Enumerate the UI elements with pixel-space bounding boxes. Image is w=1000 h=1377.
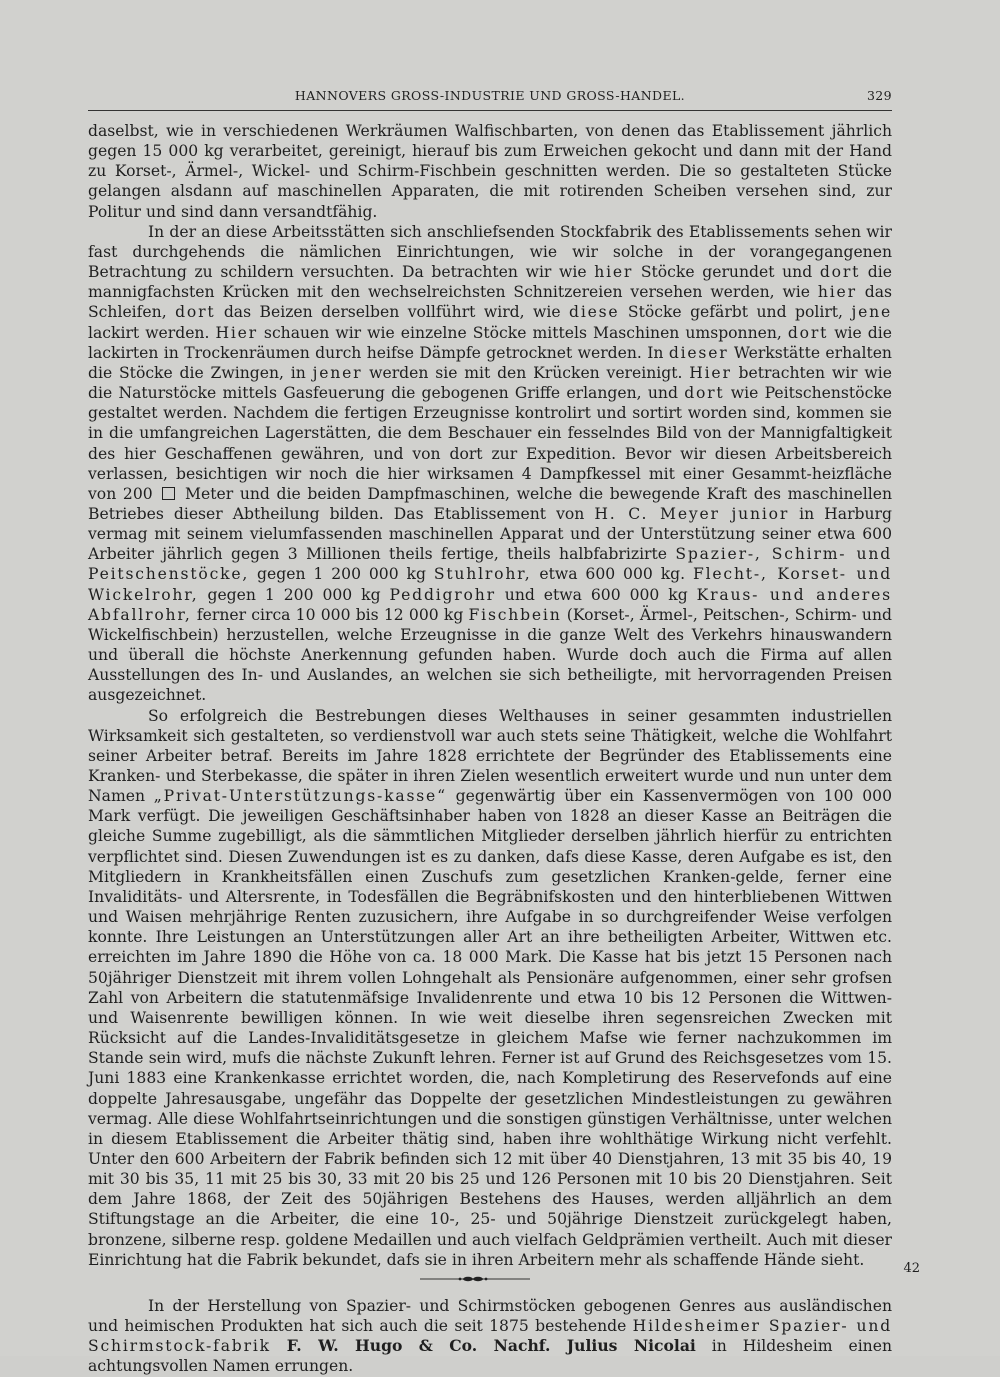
body-text — [88, 121, 892, 1377]
page-number: 329 — [866, 88, 892, 103]
company-name: F. W. Hugo & Co. Nachf. Julius Nicolai — [286, 1336, 696, 1356]
square-meter-symbol — [162, 487, 175, 500]
signature-mark: 42 — [903, 1261, 920, 1276]
paragraph-1: daselbst, wie in verschiedenen Werkräumen Walfischbarten, von denen das Etablissement jährlich gegen 15 000 kg verarbeitet, gereinigt, hierauf bis zum Erweichen gekocht und dann mit der Hand zu Korset-, Ärmel-, Wickel- und Schirm-Fischbein geschnitten werden. Die so gestalteten Stücke gelangen alsdann auf maschinellen Apparaten, die mit rotirenden Scheiben versehen sind, zur Politur und sind dann versandtfähig. — [88, 122, 892, 221]
header-rule — [88, 110, 892, 111]
paragraph-4: In der Herstellung von Spazier- und Schirmstöcken gebogenen Genres aus ausländischen und heimischen Produkten hat sich auch die seit 1875 bestehende Hildesheimer Spazier- und Schirmstock-fabrik F. W. Hugo & Co. Nachf. Julius Nicolai in Hildesheim einen achtungsvollen Namen errungen. — [88, 1296, 892, 1376]
paragraph-gap — [88, 1270, 892, 1296]
running-title: HANNOVERS GROSS-INDUSTRIE UND GROSS-HANDEL. — [294, 88, 686, 103]
ornament-rule-icon — [420, 1276, 530, 1282]
paragraph-2: In der an diese Arbeitsstätten sich anschliefsenden Stockfabrik des Etablissements sehen wir fast durchgehends die nämlichen Einrichtungen, wie wir solche in der vorangegangenen Betrachtung zu schildern versuchten. Da betrachten wir wie hier Stöcke gerundet und dort die mannigfachsten Krücken mit den wechselreichsten Schnitzereien versehen werden, wie hier das Schleifen, dort das Beizen derselben vollführt wird, wie diese Stöcke gefärbt und polirt, jene lackirt werden. Hier schauen wir wie einzelne Stöcke mittels Maschinen umsponnen, dort wie die lackirten in Trockenräumen durch heifse Dämpfe getrocknet werden. In dieser Werkstätte erhalten die Stöcke die Zwingen, in jener werden sie mit den Krücken vereinigt. Hier betrachten wir wie die Naturstöcke mittels Gasfeuerung die gebogenen Griffe erlangen, und dort wie Peitschenstöcke gestaltet werden. Nachdem die fertigen Erzeugnisse kontrolirt und sortirt worden sind, kommen sie in die umfangreichen Lagerstätten, die dem Beschauer ein fesselndes Bild von der Mannigfaltigkeit des hier Geschaffenen gewähren, und von dort zur Expedition. Bevor wir diesen Arbeitsbereich verlassen, besichtigen wir noch die hier wirksamen 4 Dampfkessel mit einer Gesammt-heizfläche von 200 Meter und die beiden Dampfmaschinen, welche die bewegende Kraft des maschinellen Betriebes dieser Abtheilung bilden. Das Etablissement von H. C. Meyer junior in Harburg vermag mit seinem vielumfassenden maschinellen Apparat und der Unterstützung seiner etwa 600 Arbeiter jährlich gegen 3 Millionen theils fertige, theils halbfabrizirte Spazier-, Schirm- und Peitschenstöcke, gegen 1 200 000 kg Stuhlrohr, etwa 600 000 kg. Flecht-, Korset- und Wickelrohr, gegen 1 200 000 kg Peddigrohr und etwa 600 000 kg Kraus- und anderes Abfallrohr, ferner circa 10 000 bis 12 000 kg Fischbein (Korset-, Ärmel-, Peitschen-, Schirm- und Wickelfischbein) herzustellen, welche Erzeugnisse in die ganze Welt des Verkehrs hinauswandern und überall die höchste Anerkennung gefunden haben. Wurde doch auch die Firma auf allen Ausstellungen des In- und Auslandes, an welchen sie sich betheiligte, mit hervorragenden Preisen ausgezeichnet. — [88, 222, 892, 705]
paragraph-3: So erfolgreich die Bestrebungen dieses Welthauses in seiner gesammten industriellen Wirksamkeit sich gestalteten, so verdienstvoll war auch stets seine Thätigkeit, welche die Wohlfahrt seiner Arbeiter betraf. Bereits im Jahre 1828 errichtete der Begründer des Etablissements eine Kranken- und Sterbekasse, die später in ihren Zielen wesentlich erweitert wurde und nun unter dem Namen „Privat-Unterstützungs-kasse“ gegenwärtig über ein Kassenvermögen von 100 000 Mark verfügt. Die jeweiligen Geschäftsinhaber haben von 1828 an dieser Kasse an Beiträgen die gleiche Summe zugebilligt, als die sämmtlichen Mitglieder derselben jährlich hierfür zu entrichten verpflichtet sind. Diesen Zuwendungen ist es zu danken, dafs diese Kasse, deren Aufgabe es ist, den Mitgliedern in Krankheitsfällen einen Zuschufs zum gesetzlichen Kranken-gelde, ferner eine Invaliditäts- und Altersrente, in Todesfällen die Begräbnifskosten und den hinterbliebenen Wittwen und Waisen mehrjährige Renten zuzusichern, ihre Aufgabe in so durchgreifender Weise verfolgen konnte. Ihre Leistungen an Unterstützungen aller Art an ihre betheiligten Arbeiter, Wittwen etc. erreichten im Jahre 1890 die Höhe von ca. 18 000 Mark. Die Kasse hat bis jetzt 15 Personen nach 50jähriger Dienstzeit mit ihrem vollen Lohngehalt als Pensionäre aufgenommen, einer sehr grofsen Zahl von Arbeitern die statutenmäfsige Invalidenrente und etwa 10 bis 12 Personen die Wittwen- und Waisenrente bewilligen können. In wie weit dieselbe ihren segensreichen Zwecken mit Rücksicht auf die Landes-Invaliditätsgesetze in gleichem Mafse wie ferner nachzukommen im Stande sein wird, mufs die nächste Zukunft lehren. Ferner ist auf Grund des Reichsgesetzes vom 15. Juni 1883 eine Krankenkasse errichtet worden, die, nach Kompletirung des Reservefonds auf eine doppelte Jahresausgabe, ungefähr das Doppelte der gesetzlichen Mindestleistungen zu gewähren vermag. Alle diese Wohlfahrtseinrichtungen und die sonstigen günstigen Verhältnisse, unter welchen in diesem Etablissement die Arbeiter thätig sind, haben ihre wohlthätige Wirkung nicht verfehlt. Unter den 600 Arbeitern der Fabrik befinden sich 12 mit über 40 Dienstjahren, 13 mit 35 bis 40, 19 mit 30 bis 35, 11 mit 25 bis 30, 33 mit 20 bis 25 und 126 Personen mit 10 bis 20 Dienstjahren. Seit dem Jahre 1868, der Zeit des 50jährigen Bestehens des Hauses, werden alljährlich an dem Stiftungstage an die Arbeiter, die eine 10-, 25- und 50jährige Dienstzeit zurückgelegt haben, bronzene, silberne resp. goldene Medaillen und auch vielfach Geldprämien vertheilt. Auch mit dieser Einrichtung hat die Fabrik bekundet, dafs sie in ihren Arbeitern mehr als schaffende Hände sieht. — [88, 706, 892, 1269]
